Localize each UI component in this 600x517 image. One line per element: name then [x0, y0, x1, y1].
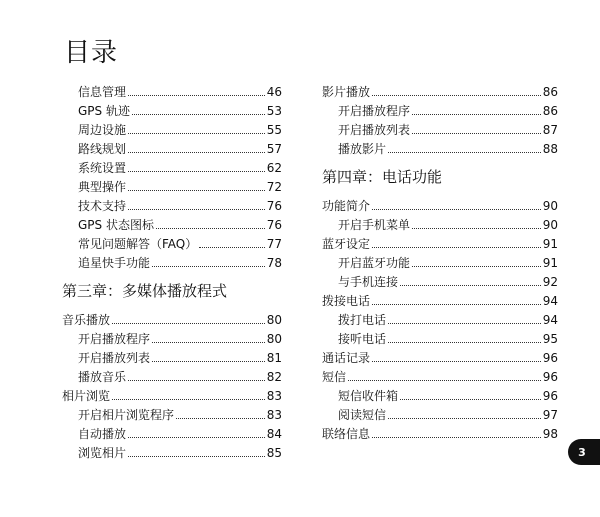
- toc-section-entry[interactable]: [322, 232, 558, 251]
- toc-entry-page: 91: [542, 256, 558, 270]
- toc-subentry[interactable]: [62, 365, 282, 384]
- toc-subentry[interactable]: [62, 99, 282, 118]
- toc-entry-page: 84: [266, 427, 282, 441]
- toc-section-entry[interactable]: [62, 308, 282, 327]
- dot-leader: [400, 399, 541, 400]
- toc-entry-label: GPS 轨迹: [78, 104, 130, 118]
- toc-entry-page: 76: [266, 199, 282, 213]
- toc-entry-label: 与手机连接: [338, 275, 399, 289]
- toc-section-entry[interactable]: [322, 422, 558, 441]
- dot-leader: [156, 228, 265, 229]
- dot-leader: [400, 285, 541, 286]
- toc-subentry[interactable]: [322, 327, 558, 346]
- toc-entry-label: 自动播放: [78, 427, 127, 441]
- toc-entry-page: 82: [266, 370, 282, 384]
- toc-subentry[interactable]: [62, 80, 282, 99]
- toc-subentry[interactable]: [322, 403, 558, 422]
- toc-subentry[interactable]: [322, 270, 558, 289]
- toc-subentry[interactable]: [62, 194, 282, 213]
- toc-subentry[interactable]: [322, 137, 558, 156]
- toc-entry-label: 开启蓝牙功能: [338, 256, 411, 270]
- toc-entry-label: 阅读短信: [338, 408, 387, 422]
- dot-leader: [372, 247, 541, 248]
- toc-entry-page: 72: [266, 180, 282, 194]
- toc-entry-page: 77: [266, 237, 282, 251]
- toc-entry-label: 联络信息: [322, 427, 371, 441]
- dot-leader: [152, 342, 265, 343]
- toc-entry-label: 开启播放程序: [338, 104, 411, 118]
- dot-leader: [372, 209, 541, 210]
- toc-entry-page: 80: [266, 332, 282, 346]
- toc-entry-label: 蓝牙设定: [322, 237, 371, 251]
- toc-entry-page: 55: [266, 123, 282, 137]
- dot-leader: [199, 247, 264, 248]
- dot-leader: [128, 190, 265, 191]
- toc-subentry[interactable]: [62, 403, 282, 422]
- dot-leader: [388, 152, 541, 153]
- toc-entry-page: 62: [266, 161, 282, 175]
- toc-entry-label: 音乐播放: [62, 313, 111, 327]
- toc-section-entry[interactable]: [322, 346, 558, 365]
- toc-section-entry[interactable]: [322, 194, 558, 213]
- toc-subentry[interactable]: [62, 137, 282, 156]
- dot-leader: [112, 323, 265, 324]
- toc-subentry[interactable]: [322, 99, 558, 118]
- toc-entry-label: 开启相片浏览程序: [78, 408, 175, 422]
- toc-entry-page: 98: [542, 427, 558, 441]
- toc-entry-label: 拨打电话: [338, 313, 387, 327]
- dot-leader: [128, 171, 265, 172]
- toc-subentry[interactable]: [322, 251, 558, 270]
- dot-leader: [152, 266, 265, 267]
- toc-subentry[interactable]: [62, 441, 282, 460]
- toc-entry-page: 83: [266, 408, 282, 422]
- toc-subentry[interactable]: [322, 384, 558, 403]
- dot-leader: [372, 304, 541, 305]
- toc-entry-label: 影片播放: [322, 85, 371, 99]
- toc-entry-label: 常见问题解答（FAQ）: [78, 237, 198, 251]
- dot-leader: [412, 228, 541, 229]
- page-title: 目录: [64, 38, 119, 68]
- toc-subentry[interactable]: [322, 213, 558, 232]
- page-number-badge: 3: [568, 439, 600, 465]
- toc-entry-label: 功能简介: [322, 199, 371, 213]
- toc-subentry[interactable]: [62, 175, 282, 194]
- toc-entry-page: 83: [266, 389, 282, 403]
- toc-entry-page: 85: [266, 446, 282, 460]
- toc-subentry[interactable]: [62, 327, 282, 346]
- toc-section-entry[interactable]: [322, 365, 558, 384]
- toc-section-entry[interactable]: [62, 384, 282, 403]
- dot-leader: [128, 380, 265, 381]
- toc-entry-label: 系统设置: [78, 161, 127, 175]
- toc-entry-page: 76: [266, 218, 282, 232]
- toc-subentry[interactable]: [62, 232, 282, 251]
- toc-entry-label: 拨接电话: [322, 294, 371, 308]
- toc-section-entry[interactable]: [322, 80, 558, 99]
- toc-left-column: [62, 80, 282, 460]
- toc-entry-page: 86: [542, 104, 558, 118]
- toc-entry-page: 46: [266, 85, 282, 99]
- toc-entry-label: GPS 状态图标: [78, 218, 154, 232]
- dot-leader: [128, 456, 265, 457]
- toc-entry-label: 技术支持: [78, 199, 127, 213]
- toc-subentry[interactable]: [62, 251, 282, 270]
- dot-leader: [372, 437, 541, 438]
- toc-entry-page: 94: [542, 313, 558, 327]
- toc-entry-label: 追星快手功能: [78, 256, 151, 270]
- dot-leader: [152, 361, 265, 362]
- toc-entry-label: 开启播放列表: [338, 123, 411, 137]
- toc-subentry[interactable]: [322, 308, 558, 327]
- toc-entry-label: 播放音乐: [78, 370, 127, 384]
- dot-leader: [128, 437, 265, 438]
- toc-entry-page: 81: [266, 351, 282, 365]
- toc-subentry[interactable]: [62, 213, 282, 232]
- dot-leader: [388, 342, 541, 343]
- dot-leader: [128, 95, 265, 96]
- toc-subentry[interactable]: [62, 346, 282, 365]
- toc-entry-page: 94: [542, 294, 558, 308]
- toc-entry-label: 信息管理: [78, 85, 127, 99]
- toc-subentry[interactable]: [322, 118, 558, 137]
- toc-entry-label: 通话记录: [322, 351, 371, 365]
- toc-entry-label: 周边设施: [78, 123, 127, 137]
- toc-entry-page: 95: [542, 332, 558, 346]
- toc-right-column: [322, 80, 558, 441]
- toc-entry-label: 相片浏览: [62, 389, 111, 403]
- toc-subentry[interactable]: [62, 156, 282, 175]
- dot-leader: [128, 209, 265, 210]
- toc-entry-page: 96: [542, 370, 558, 384]
- toc-subentry[interactable]: [62, 422, 282, 441]
- dot-leader: [412, 133, 541, 134]
- dot-leader: [176, 418, 265, 419]
- toc-entry-page: 90: [542, 199, 558, 213]
- toc-subentry[interactable]: [62, 118, 282, 137]
- dot-leader: [388, 323, 541, 324]
- toc-entry-label: 浏览相片: [78, 446, 127, 460]
- toc-entry-page: 57: [266, 142, 282, 156]
- dot-leader: [112, 399, 265, 400]
- chapter-heading: 第四章：电话功能: [322, 168, 443, 186]
- dot-leader: [372, 361, 541, 362]
- toc-entry-page: 96: [542, 389, 558, 403]
- toc-entry-label: 播放影片: [338, 142, 387, 156]
- toc-entry-page: 96: [542, 351, 558, 365]
- toc-entry-label: 开启播放程序: [78, 332, 151, 346]
- dot-leader: [388, 418, 541, 419]
- toc-entry-label: 接听电话: [338, 332, 387, 346]
- toc-entry-label: 开启播放列表: [78, 351, 151, 365]
- dot-leader: [132, 114, 265, 115]
- toc-entry-page: 86: [542, 85, 558, 99]
- toc-entry-label: 典型操作: [78, 180, 127, 194]
- toc-entry-label: 路线规划: [78, 142, 127, 156]
- chapter-heading: 第三章：多媒体播放程式: [62, 282, 228, 300]
- toc-entry-page: 87: [542, 123, 558, 137]
- toc-entry-label: 短信: [322, 370, 347, 384]
- dot-leader: [412, 266, 541, 267]
- dot-leader: [128, 133, 265, 134]
- dot-leader: [372, 95, 541, 96]
- toc-entry-label: 开启手机菜单: [338, 218, 411, 232]
- toc-entry-page: 88: [542, 142, 558, 156]
- toc-entry-label: 短信收件箱: [338, 389, 399, 403]
- dot-leader: [128, 152, 265, 153]
- toc-entry-page: 91: [542, 237, 558, 251]
- toc-entry-page: 53: [266, 104, 282, 118]
- toc-section-entry[interactable]: [322, 289, 558, 308]
- toc-entry-page: 78: [266, 256, 282, 270]
- toc-entry-page: 90: [542, 218, 558, 232]
- dot-leader: [348, 380, 541, 381]
- toc-entry-page: 80: [266, 313, 282, 327]
- toc-entry-page: 97: [542, 408, 558, 422]
- dot-leader: [412, 114, 541, 115]
- toc-entry-page: 92: [542, 275, 558, 289]
